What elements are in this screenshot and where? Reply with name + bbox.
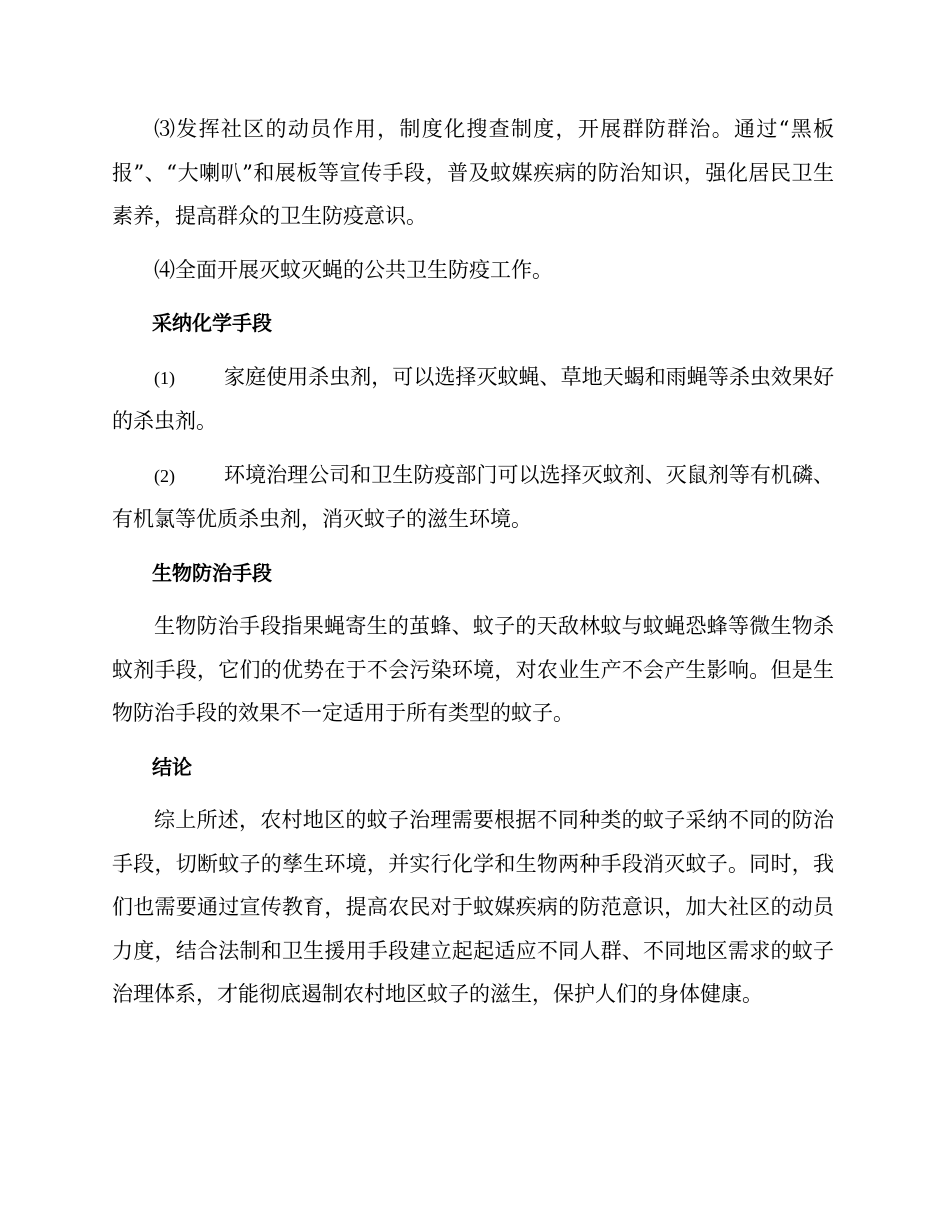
list-item-text: 家庭使用杀虫剂，可以选择灭蚊蝇、草地天蝎和雨蝇等杀虫效果好的杀虫剂。 bbox=[112, 364, 834, 433]
paragraph-biological-methods: 生物防治手段指果蝇寄生的茧蜂、蚊子的天敌林蚊与蚊蝇恐蜂等微生物杀蚊剂手段，它们的优势在于不会污染环境，对农业生产不会产生影响。但是生物防治手段的效果不一定适用于所有类型的蚊子。 bbox=[112, 614, 834, 725]
list-number: (2) bbox=[154, 465, 175, 486]
heading-biological-methods: 生物防治手段 bbox=[152, 560, 272, 585]
document-body bbox=[112, 108, 834, 1027]
list-number: (1) bbox=[154, 367, 175, 388]
list-item-chemical-1 bbox=[112, 356, 834, 444]
paragraph-public-health-work: ⑷全面开展灭蚊灭蝇的公共卫生防疫工作。 bbox=[154, 257, 553, 282]
heading-chemical-methods: 采纳化学手段 bbox=[152, 311, 272, 335]
paragraph-conclusion: 综上所述，农村地区的蚊子治理需要根据不同种类的蚊子采纳不同的防治手段，切断蚊子的孳生环境，并实行化学和生物两种手段消灭蚊子。同时，我们也需要通过宣传教育，提高农民对于蚊媒疾病的防范意识，加大社区的动员力度，结合法制和卫生援用手段建立起起适应不同人群、不同地区需求的蚊子治理体系，才能彻底遏制农村地区蚊子的滋生，保护人们的身体健康。 bbox=[112, 808, 834, 1006]
heading-conclusion: 结论 bbox=[152, 754, 192, 779]
list-item-text: 环境治理公司和卫生防疫部门可以选择灭蚊剂、灭鼠剂等有机磷、有机氯等优质杀虫剂，消灭蚊子的滋生环境。 bbox=[112, 462, 834, 531]
list-item-chemical-2 bbox=[112, 454, 834, 542]
paragraph-community-mobilization: ⑶发挥社区的动员作用，制度化搜查制度，开展群防群治。通过“黑板报”、“大喇叭”和展板等宣传手段，普及蚊媒疾病的防治知识，强化居民卫生素养，提高群众的卫生防疫意识。 bbox=[112, 117, 834, 228]
